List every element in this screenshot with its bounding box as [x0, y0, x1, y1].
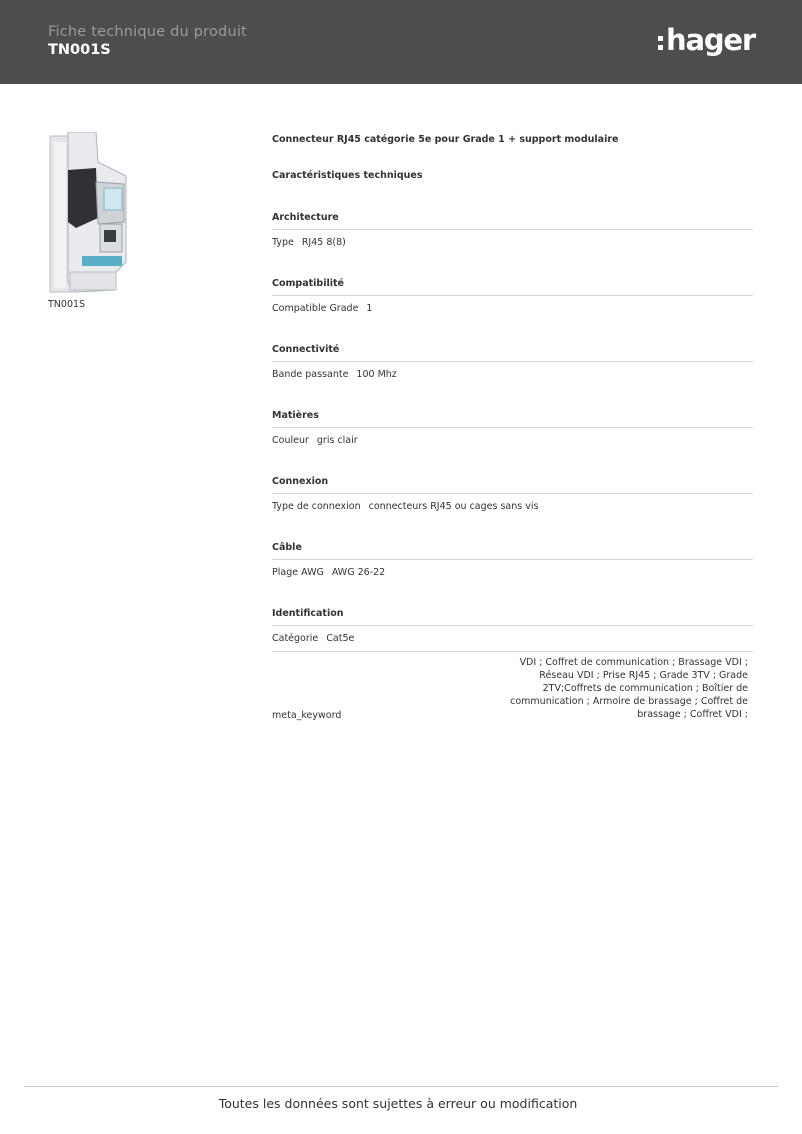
spec-value: Cat5e	[326, 633, 355, 644]
tech-heading: Caractéristiques techniques	[272, 170, 423, 181]
logo-text: hager	[666, 22, 755, 57]
spec-row	[272, 236, 753, 249]
spec-label: Bande passante	[272, 369, 349, 380]
header-bar	[0, 0, 802, 84]
section-title: Câble	[272, 541, 753, 560]
spec-row	[272, 566, 753, 579]
hager-logo	[658, 22, 755, 58]
spec-row	[272, 500, 753, 513]
section-title: Compatibilité	[272, 277, 753, 296]
spec-value: AWG 26-22	[331, 567, 386, 578]
spec-section-compatibilite	[272, 277, 753, 315]
spec-value: 1	[366, 303, 373, 314]
image-caption: TN001S	[48, 299, 86, 310]
meta-keyword-row	[272, 656, 753, 722]
spec-label: Plage AWG	[272, 567, 324, 578]
section-title: Matières	[272, 409, 753, 428]
section-title: Identification	[272, 607, 753, 626]
header-reference: TN001S	[48, 42, 111, 58]
spec-value: 100 Mhz	[356, 369, 397, 380]
section-title: Connexion	[272, 475, 753, 494]
spec-section-cable	[272, 541, 753, 579]
logo-colon-icon	[658, 36, 663, 50]
spec-value: RJ45 8(8)	[301, 237, 346, 248]
spec-row	[272, 632, 753, 652]
spec-row	[272, 434, 753, 447]
spec-label: Type	[272, 237, 294, 248]
spec-label: Type de connexion	[272, 501, 361, 512]
spec-row	[272, 368, 753, 381]
spec-content	[272, 133, 753, 722]
meta-keyword-label: meta_keyword	[272, 710, 342, 721]
footer-disclaimer: Toutes les données sont sujettes à erreur ou modification	[218, 1096, 578, 1111]
section-title: Connectivité	[272, 343, 753, 362]
section-title: Architecture	[272, 211, 753, 230]
spec-label: Compatible Grade	[272, 303, 359, 314]
header-subtitle: Fiche technique du produit	[48, 24, 247, 40]
product-name: Connecteur RJ45 catégorie 5e pour Grade 1 + support modulaire	[272, 134, 619, 145]
footer-divider	[24, 1086, 778, 1087]
spec-value: gris clair	[316, 435, 358, 446]
spec-value: connecteurs RJ45 ou cages sans vis	[368, 501, 539, 512]
spec-label: Couleur	[272, 435, 309, 446]
spec-row	[272, 302, 753, 315]
spec-section-connectivite	[272, 343, 753, 381]
spec-section-matieres	[272, 409, 753, 447]
product-image	[46, 132, 132, 296]
spec-section-identification	[272, 607, 753, 652]
spec-section-connexion	[272, 475, 753, 513]
spec-section-architecture	[272, 211, 753, 249]
spec-label: Catégorie	[272, 633, 319, 644]
meta-keyword-value: VDI ; Coffret de communication ; Brassage VDI ; Réseau VDI ; Prise RJ45 ; Grade 3TV ; Grade 2TV;Coffrets de communication ; Boîtier de communication ; Armoire de brassage ; Coffret de brassage ; Coffret VDI ;	[510, 657, 748, 720]
